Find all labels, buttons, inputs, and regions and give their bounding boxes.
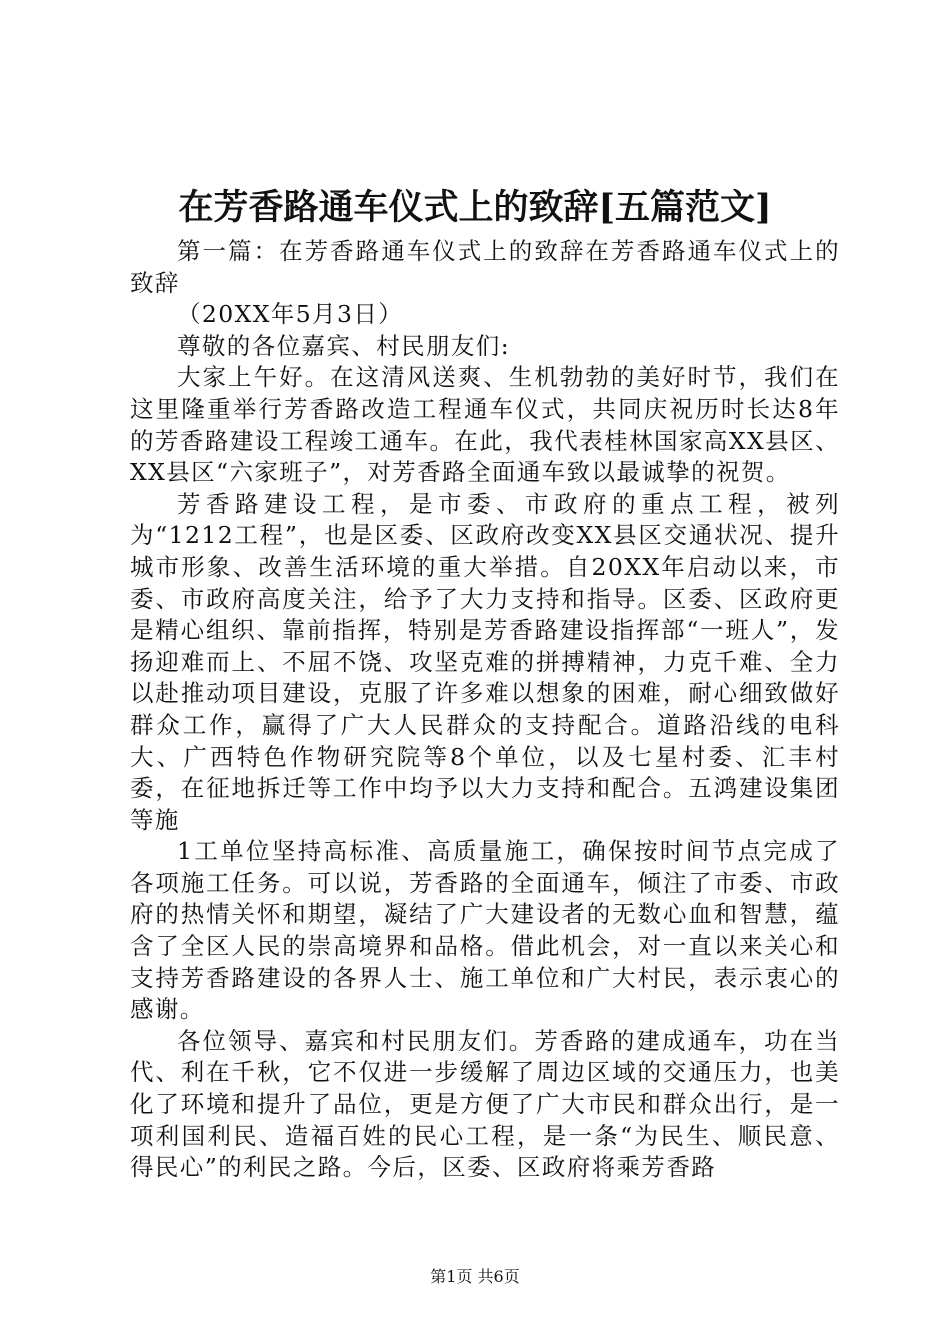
paragraph: 芳香路建设工程，是市委、市政府的重点工程，被列为“1212工程”，也是区委、区政府改变XX县区交通状况、提升城市形象、改善生活环境的重大举措。自20XX年启动以来，市委、市政府高度关注，给予了大力支持和指导。区委、区政府更是精心组织、靠前指挥，特别是芳香路建设指挥部“一班人”，发扬迎难而上、不屈不饶、攻坚克难的拼搏精神，力克千难、全力以赴推动项目建设，克服了许多难以想象的困难，耐心细致做好群众工作，赢得了广大人民群众的支持配合。道路沿线的电科大、广西特色作物研究院等8个单位，以及七星村委、汇丰村委，在征地拆迁等工作中均予以大力支持和配合。五鸿建设集团等施 [130, 489, 840, 834]
paragraph-date: （20XX年5月3日） [177, 300, 404, 329]
paragraph: 1工单位坚持高标准、高质量施工，确保按时间节点完成了各项施工任务。可以说，芳香路的全面通车，倾注了市委、市政府的热情关怀和期望，凝结了广大建设者的无数心血和智慧，蕴含了全区人民的崇高境界和品格。借此机会，对一直以来关心和支持芳香路建设的各界人士、施工单位和广大村民，表示衷心的感谢。 [130, 837, 840, 1024]
document-title: 在芳香路通车仪式上的致辞[五篇范文] [178, 187, 772, 228]
paragraph: 大家上午好。在这清风送爽、生机勃勃的美好时节，我们在这里隆重举行芳香路改造工程通车仪式，共同庆祝历时长达8年的芳香路建设工程竣工通车。在此，我代表桂林国家高XX县区、XX县区“六家班子”，对芳香路全面通车致以最诚挚的祝贺。 [130, 363, 840, 487]
document-body [130, 236, 840, 1184]
page-number: 第1页 共6页 [430, 1267, 520, 1286]
paragraph-heading: 第一篇：在芳香路通车仪式上的致辞在芳香路通车仪式上的致辞 [130, 237, 840, 297]
paragraph-salutation: 尊敬的各位嘉宾、村民朋友们: [177, 331, 511, 360]
paragraph: 各位领导、嘉宾和村民朋友们。芳香路的建成通车，功在当代、利在千秋，它不仅进一步缓解了周边区域的交通压力，也美化了环境和提升了品位，更是方便了广大市民和群众出行，是一项利国利民、造福百姓的民心工程，是一条“为民生、顺民意、得民心”的利民之路。今后，区委、区政府将乘芳香路 [130, 1026, 840, 1182]
